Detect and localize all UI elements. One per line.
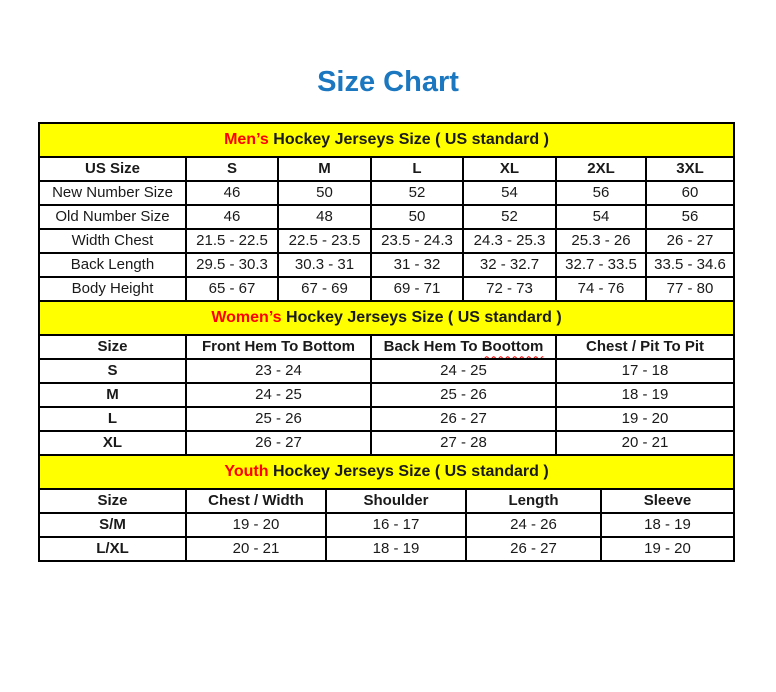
womens-value-cell: 24 - 25 [186, 383, 371, 407]
mens-value-cell: 32.7 - 33.5 [556, 253, 646, 277]
mens-size-table [38, 122, 735, 302]
womens-value-cell: 20 - 21 [556, 431, 734, 455]
womens-table-row [39, 359, 734, 383]
mens-col-header: M [278, 157, 371, 181]
mens-value-cell: 50 [371, 205, 463, 229]
youth-col-header: Chest / Width [186, 489, 326, 513]
mens-value-cell: 21.5 - 22.5 [186, 229, 278, 253]
womens-header-row [39, 335, 734, 359]
mens-section-banner [39, 123, 734, 157]
womens-value-cell: 19 - 20 [556, 407, 734, 431]
mens-col-header: 2XL [556, 157, 646, 181]
youth-banner-text: Hockey Jerseys Size ( US standard ) [268, 462, 549, 480]
mens-value-cell: 31 - 32 [371, 253, 463, 277]
youth-col-header: Size [39, 489, 186, 513]
mens-value-cell: 56 [556, 181, 646, 205]
mens-value-cell: 30.3 - 31 [278, 253, 371, 277]
womens-value-cell: 24 - 25 [371, 359, 556, 383]
youth-table-row [39, 537, 734, 561]
mens-banner-accent: Men’s [224, 130, 269, 148]
mens-value-cell: 74 - 76 [556, 277, 646, 301]
mens-row-label: Old Number Size [39, 205, 186, 229]
womens-col-header: Size [39, 335, 186, 359]
womens-table-row [39, 383, 734, 407]
mens-table-row [39, 181, 734, 205]
youth-col-header: Length [466, 489, 601, 513]
mens-value-cell: 65 - 67 [186, 277, 278, 301]
mens-value-cell: 54 [463, 181, 556, 205]
mens-value-cell: 32 - 32.7 [463, 253, 556, 277]
womens-col-header: Chest / Pit To Pit [556, 335, 734, 359]
womens-size-table [38, 300, 735, 456]
womens-col-header [371, 335, 556, 359]
size-chart-tables [38, 122, 733, 562]
youth-value-cell: 18 - 19 [326, 537, 466, 561]
womens-value-cell: 25 - 26 [371, 383, 556, 407]
mens-row-label: Back Length [39, 253, 186, 277]
youth-value-cell: 19 - 20 [186, 513, 326, 537]
mens-table-row [39, 229, 734, 253]
mens-table-row [39, 277, 734, 301]
youth-value-cell: 19 - 20 [601, 537, 734, 561]
youth-banner-row [39, 455, 734, 489]
womens-banner-text: Hockey Jerseys Size ( US standard ) [281, 308, 562, 326]
mens-value-cell: 77 - 80 [646, 277, 734, 301]
youth-value-cell: 18 - 19 [601, 513, 734, 537]
mens-value-cell: 29.5 - 30.3 [186, 253, 278, 277]
youth-value-cell: 20 - 21 [186, 537, 326, 561]
youth-size-table [38, 454, 735, 562]
youth-header-row [39, 489, 734, 513]
mens-value-cell: 60 [646, 181, 734, 205]
youth-section-banner [39, 455, 734, 489]
page-title: Size Chart [317, 66, 459, 98]
mens-value-cell: 56 [646, 205, 734, 229]
youth-value-cell: 24 - 26 [466, 513, 601, 537]
womens-row-label: XL [39, 431, 186, 455]
mens-value-cell: 48 [278, 205, 371, 229]
womens-value-cell: 26 - 27 [371, 407, 556, 431]
mens-value-cell: 26 - 27 [646, 229, 734, 253]
youth-row-label: L/XL [39, 537, 186, 561]
mens-value-cell: 69 - 71 [371, 277, 463, 301]
mens-value-cell: 33.5 - 34.6 [646, 253, 734, 277]
mens-value-cell: 52 [463, 205, 556, 229]
womens-value-cell: 27 - 28 [371, 431, 556, 455]
mens-row-label: New Number Size [39, 181, 186, 205]
youth-col-header: Shoulder [326, 489, 466, 513]
womens-row-label: L [39, 407, 186, 431]
womens-value-cell: 23 - 24 [186, 359, 371, 383]
mens-value-cell: 24.3 - 25.3 [463, 229, 556, 253]
mens-row-label: Body Height [39, 277, 186, 301]
womens-banner-row [39, 301, 734, 335]
womens-table-row [39, 431, 734, 455]
youth-table-row [39, 513, 734, 537]
womens-row-label: S [39, 359, 186, 383]
mens-value-cell: 50 [278, 181, 371, 205]
mens-table-row [39, 253, 734, 277]
womens-value-cell: 25 - 26 [186, 407, 371, 431]
mens-row-label: Width Chest [39, 229, 186, 253]
mens-value-cell: 54 [556, 205, 646, 229]
mens-col-header: XL [463, 157, 556, 181]
womens-section-banner [39, 301, 734, 335]
mens-col-header: 3XL [646, 157, 734, 181]
mens-table-row [39, 205, 734, 229]
mens-banner-text: Hockey Jerseys Size ( US standard ) [268, 130, 549, 148]
mens-value-cell: 52 [371, 181, 463, 205]
mens-value-cell: 22.5 - 23.5 [278, 229, 371, 253]
mens-header-row [39, 157, 734, 181]
mens-value-cell: 46 [186, 181, 278, 205]
mens-col-header: US Size [39, 157, 186, 181]
womens-value-cell: 17 - 18 [556, 359, 734, 383]
youth-value-cell: 26 - 27 [466, 537, 601, 561]
youth-col-header: Sleeve [601, 489, 734, 513]
womens-banner-accent: Women’s [211, 308, 282, 326]
womens-table-row [39, 407, 734, 431]
youth-value-cell: 16 - 17 [326, 513, 466, 537]
mens-value-cell: 72 - 73 [463, 277, 556, 301]
header-text: Back Hem To [383, 338, 482, 356]
youth-row-label: S/M [39, 513, 186, 537]
womens-value-cell: 18 - 19 [556, 383, 734, 407]
mens-banner-row [39, 123, 734, 157]
mens-value-cell: 67 - 69 [278, 277, 371, 301]
womens-col-header: Front Hem To Bottom [186, 335, 371, 359]
mens-value-cell: 23.5 - 24.3 [371, 229, 463, 253]
misspelled-word: Boottom [481, 338, 544, 356]
mens-value-cell: 46 [186, 205, 278, 229]
womens-value-cell: 26 - 27 [186, 431, 371, 455]
womens-row-label: M [39, 383, 186, 407]
mens-col-header: L [371, 157, 463, 181]
youth-banner-accent: Youth [224, 462, 269, 480]
mens-col-header: S [186, 157, 278, 181]
mens-value-cell: 25.3 - 26 [556, 229, 646, 253]
